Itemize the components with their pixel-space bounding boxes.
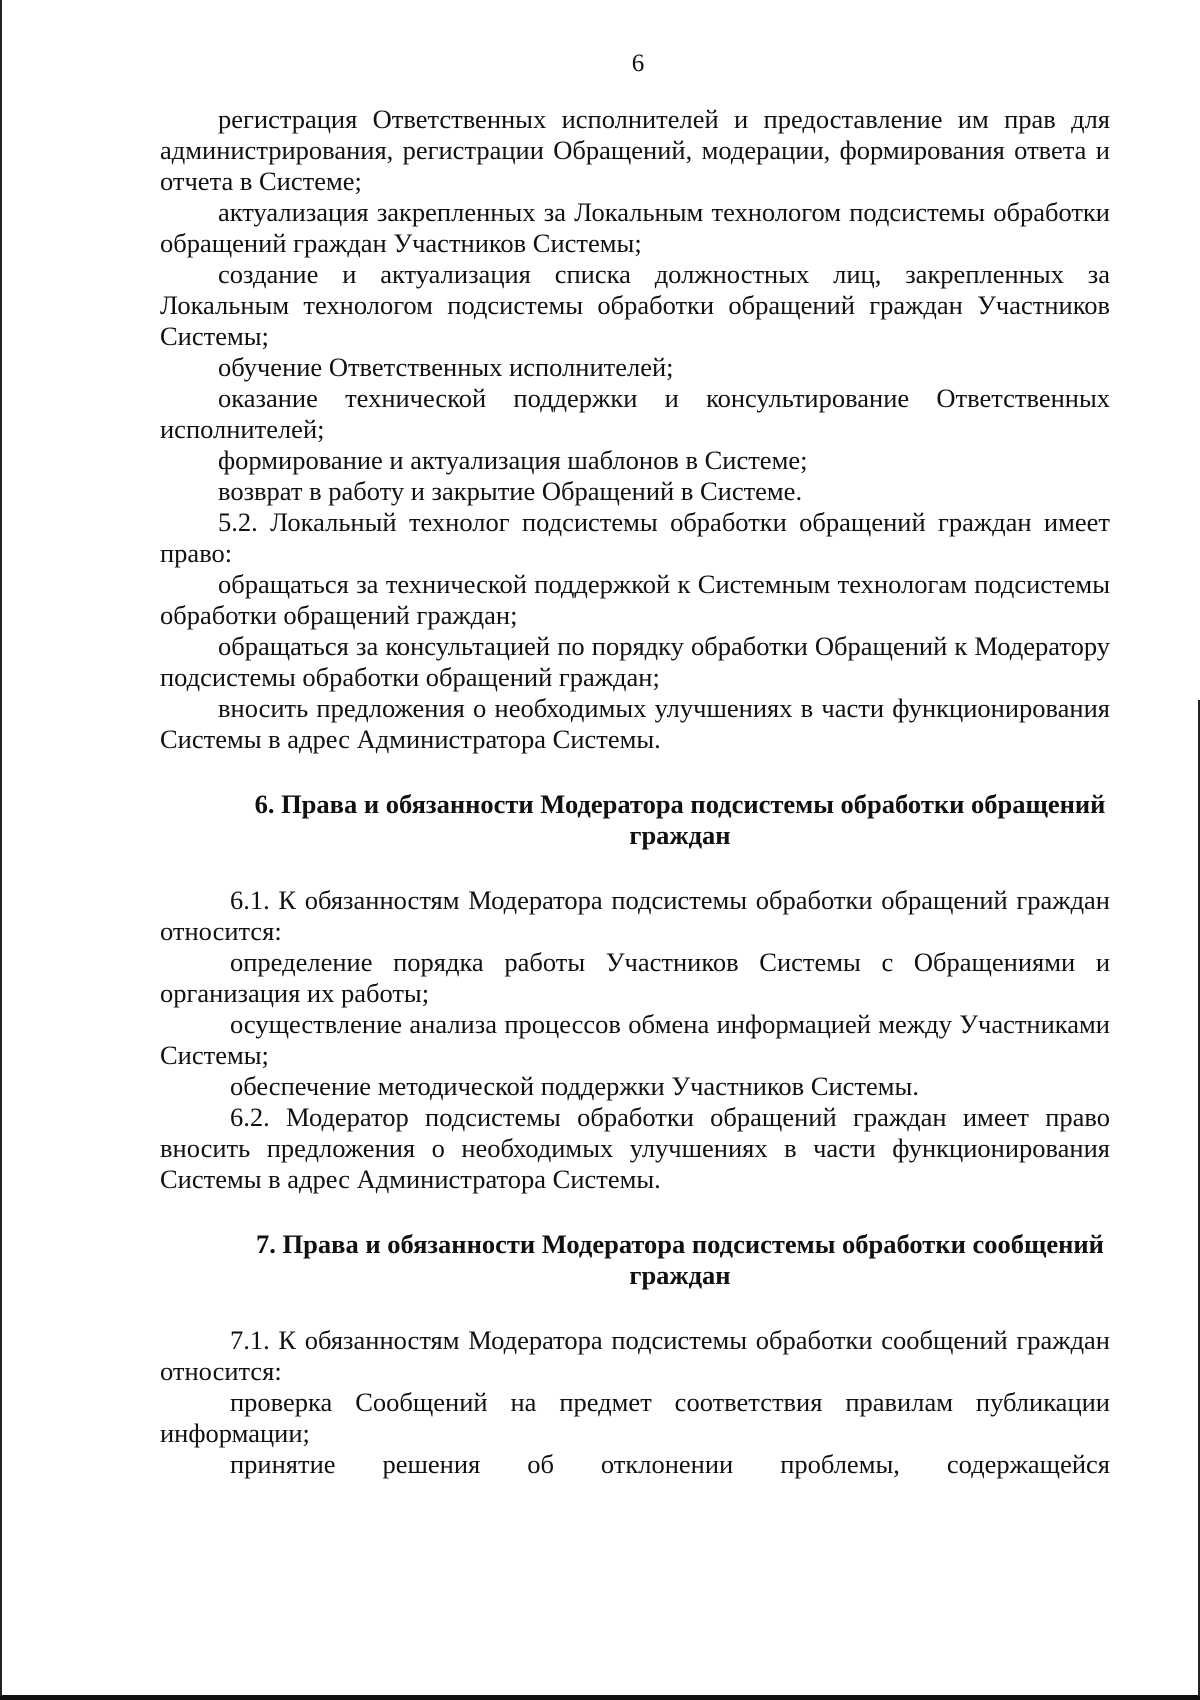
paragraph: проверка Сообщений на предмет соответствия правилам публикации информации; — [160, 1387, 1110, 1448]
paragraph: 6.1. К обязанностям Модератора подсистемы обработки обращений граждан относится: — [160, 885, 1110, 946]
paragraph: 5.2. Локальный технолог подсистемы обработки обращений граждан имеет право: — [160, 507, 1110, 568]
paragraph: формирование и актуализация шаблонов в Системе; — [218, 445, 808, 475]
paragraph: обращаться за консультацией по порядку обработки Обращений к Модератору подсистемы обработки обращений граждан; — [160, 631, 1110, 692]
paragraph: определение порядка работы Участников Системы с Обращениями и организация их работы; — [160, 947, 1110, 1008]
paragraph: осуществление анализа процессов обмена информацией между Участниками Системы; — [160, 1009, 1110, 1070]
section-7-heading: 7. Права и обязанности Модератора подсистемы обработки сообщений граждан — [256, 1229, 1104, 1290]
page-number: 6 — [631, 50, 645, 77]
spacer — [160, 755, 1110, 789]
scan-edge-left — [0, 0, 2, 1700]
section-6-heading: 6. Права и обязанности Модератора подсистемы обработки обращений граждан — [254, 789, 1106, 850]
paragraph: оказание технической поддержки и консультирование Ответственных исполнителей; — [160, 383, 1110, 444]
paragraph: вносить предложения о необходимых улучшениях в части функционирования Системы в адрес Администратора Системы. — [160, 693, 1110, 754]
section-6-body — [160, 885, 1110, 1195]
paragraph: 7.1. К обязанностям Модератора подсистемы обработки сообщений граждан относится: — [160, 1325, 1110, 1386]
document-body — [160, 104, 1110, 1480]
paragraph: обучение Ответственных исполнителей; — [218, 352, 674, 382]
paragraph: создание и актуализация списка должностных лиц, закрепленных за Локальным технологом подсистемы обработки обращений граждан Участников Системы; — [160, 259, 1110, 351]
paragraph: обращаться за технической поддержкой к Системным технологам подсистемы обработки обращений граждан; — [160, 569, 1110, 630]
scan-edge-bottom — [0, 1695, 1200, 1700]
paragraph: обеспечение методической поддержки Участников Системы. — [230, 1071, 919, 1101]
spacer — [160, 1291, 1110, 1325]
spacer — [160, 1195, 1110, 1229]
section-7-body — [160, 1325, 1110, 1480]
paragraph: регистрация Ответственных исполнителей и предоставление им прав для администрирования, регистрации Обращений, модерации, формирования ответа и отчета в Системе; — [160, 104, 1110, 196]
paragraph: принятие решения об отклонении проблемы, содержащейся — [230, 1449, 1110, 1479]
paragraph: 6.2. Модератор подсистемы обработки обращений граждан имеет право вносить предложения о необходимых улучшениях в части функционирования Системы в адрес Администратора Системы. — [160, 1102, 1110, 1194]
spacer — [160, 851, 1110, 885]
paragraph: возврат в работу и закрытие Обращений в Системе. — [218, 476, 803, 506]
paragraph: актуализация закрепленных за Локальным технологом подсистемы обработки обращений граждан Участников Системы; — [160, 197, 1110, 258]
